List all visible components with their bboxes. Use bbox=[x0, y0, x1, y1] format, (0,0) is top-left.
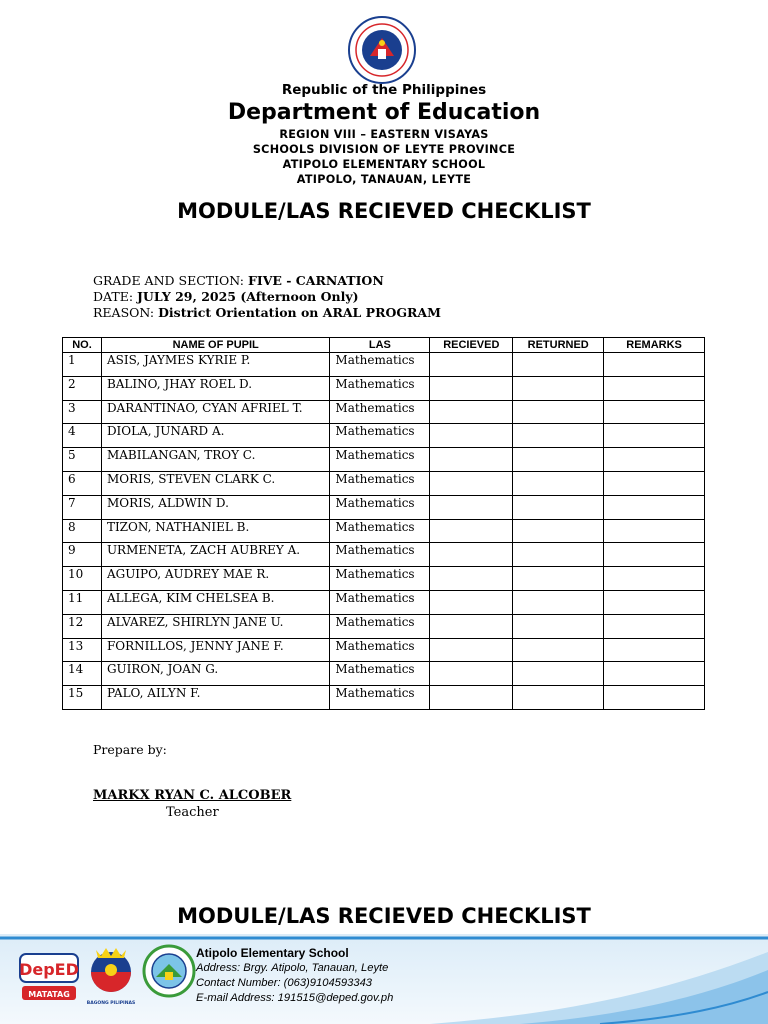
cell-received bbox=[430, 614, 513, 638]
cell-received bbox=[430, 638, 513, 662]
cell-received bbox=[430, 590, 513, 614]
cell-returned bbox=[513, 448, 604, 472]
cell-returned bbox=[513, 471, 604, 495]
cell-remarks bbox=[604, 519, 705, 543]
cell-remarks bbox=[604, 376, 705, 400]
cell-returned bbox=[513, 590, 604, 614]
cell-no: 1 bbox=[63, 353, 102, 377]
bagong-pilipinas-logo-icon bbox=[86, 942, 136, 1012]
cell-name: MORIS, STEVEN CLARK C. bbox=[101, 471, 329, 495]
cell-remarks bbox=[604, 353, 705, 377]
cell-returned bbox=[513, 400, 604, 424]
cell-no: 2 bbox=[63, 376, 102, 400]
cell-returned bbox=[513, 353, 604, 377]
cell-received bbox=[430, 353, 513, 377]
deped-matatag-logo-icon bbox=[18, 948, 80, 1010]
table-row bbox=[63, 376, 705, 400]
table-row bbox=[63, 448, 705, 472]
table-row bbox=[63, 353, 705, 377]
cell-name: TIZON, NATHANIEL B. bbox=[101, 519, 329, 543]
table-row bbox=[63, 543, 705, 567]
cell-name: FORNILLOS, JENNY JANE F. bbox=[101, 638, 329, 662]
cell-received bbox=[430, 424, 513, 448]
cell-remarks bbox=[604, 424, 705, 448]
cell-remarks bbox=[604, 567, 705, 591]
table-row bbox=[63, 519, 705, 543]
cell-las: Mathematics bbox=[330, 686, 430, 710]
grade-section-value: FIVE - CARNATION bbox=[247, 273, 384, 288]
cell-remarks bbox=[604, 400, 705, 424]
cell-las: Mathematics bbox=[330, 590, 430, 614]
cell-no: 8 bbox=[63, 519, 102, 543]
svg-text:BAGONG PILIPINAS: BAGONG PILIPINAS bbox=[86, 1001, 136, 1006]
header-returned: RETURNED bbox=[513, 338, 604, 353]
cell-las: Mathematics bbox=[330, 353, 430, 377]
cell-las: Mathematics bbox=[330, 495, 430, 519]
prepared-by-label: Prepare by: bbox=[93, 742, 167, 757]
department-heading: Department of Education bbox=[227, 100, 541, 125]
svg-text:MATATAG: MATATAG bbox=[28, 990, 70, 999]
header-las: LAS bbox=[330, 338, 430, 353]
cell-returned bbox=[513, 567, 604, 591]
cell-no: 3 bbox=[63, 400, 102, 424]
cell-returned bbox=[513, 519, 604, 543]
cell-name: BALINO, JHAY ROEL D. bbox=[101, 376, 329, 400]
cell-returned bbox=[513, 376, 604, 400]
cell-returned bbox=[513, 543, 604, 567]
cell-no: 14 bbox=[63, 662, 102, 686]
cell-remarks bbox=[604, 590, 705, 614]
table-row bbox=[63, 471, 705, 495]
cell-las: Mathematics bbox=[330, 471, 430, 495]
cell-no: 6 bbox=[63, 471, 102, 495]
cell-las: Mathematics bbox=[330, 543, 430, 567]
cell-name: MORIS, ALDWIN D. bbox=[101, 495, 329, 519]
table-header-row bbox=[63, 338, 705, 353]
table-row bbox=[63, 400, 705, 424]
cell-name: PALO, AILYN F. bbox=[101, 686, 329, 710]
header-received: RECIEVED bbox=[430, 338, 513, 353]
footer-contact: Contact Number: (063)9104593343 bbox=[196, 977, 373, 989]
cell-name: ALLEGA, KIM CHELSEA B. bbox=[101, 590, 329, 614]
cell-name: DIOLA, JUNARD A. bbox=[101, 424, 329, 448]
table-row bbox=[63, 614, 705, 638]
teacher-name: MARKX RYAN C. ALCOBER bbox=[93, 788, 292, 803]
table-row bbox=[63, 662, 705, 686]
cell-no: 11 bbox=[63, 590, 102, 614]
cell-returned bbox=[513, 495, 604, 519]
letterhead-footer bbox=[0, 934, 768, 1024]
table-row bbox=[63, 638, 705, 662]
cell-received bbox=[430, 448, 513, 472]
cell-received bbox=[430, 567, 513, 591]
cell-las: Mathematics bbox=[330, 638, 430, 662]
table-row bbox=[63, 590, 705, 614]
header-remarks: REMARKS bbox=[604, 338, 705, 353]
cell-las: Mathematics bbox=[330, 567, 430, 591]
cell-received bbox=[430, 495, 513, 519]
cell-name: AGUIPO, AUDREY MAE R. bbox=[101, 567, 329, 591]
footer-address: Address: Brgy. Atipolo, Tanauan, Leyte bbox=[196, 962, 389, 974]
cell-received bbox=[430, 400, 513, 424]
date-line: DATE: JULY 29, 2025 (Afternoon Only) bbox=[93, 289, 359, 304]
cell-no: 4 bbox=[63, 424, 102, 448]
cell-remarks bbox=[604, 471, 705, 495]
checklist-title: MODULE/LAS RECIEVED CHECKLIST bbox=[177, 199, 591, 223]
table-row bbox=[63, 686, 705, 710]
cell-name: GUIRON, JOAN G. bbox=[101, 662, 329, 686]
deped-seal-icon bbox=[348, 16, 416, 84]
address-heading: ATIPOLO, TANAUAN, LEYTE bbox=[296, 173, 472, 186]
cell-las: Mathematics bbox=[330, 614, 430, 638]
cell-remarks bbox=[604, 686, 705, 710]
cell-no: 7 bbox=[63, 495, 102, 519]
header-no: NO. bbox=[63, 338, 102, 353]
school-heading: ATIPOLO ELEMENTARY SCHOOL bbox=[282, 158, 486, 171]
cell-received bbox=[430, 471, 513, 495]
cell-returned bbox=[513, 686, 604, 710]
reason-line: REASON: District Orientation on ARAL PROGRAM bbox=[93, 305, 441, 320]
date-value: JULY 29, 2025 (Afternoon Only) bbox=[137, 289, 359, 304]
cell-name: ASIS, JAYMES KYRIE P. bbox=[101, 353, 329, 377]
republic-heading: Republic of the Philippines bbox=[281, 82, 487, 98]
cell-received bbox=[430, 662, 513, 686]
cell-remarks bbox=[604, 543, 705, 567]
cell-no: 9 bbox=[63, 543, 102, 567]
cell-las: Mathematics bbox=[330, 662, 430, 686]
cell-las: Mathematics bbox=[330, 424, 430, 448]
cell-received bbox=[430, 543, 513, 567]
division-heading: SCHOOLS DIVISION OF LEYTE PROVINCE bbox=[252, 143, 516, 156]
cell-las: Mathematics bbox=[330, 400, 430, 424]
cell-remarks bbox=[604, 662, 705, 686]
cell-name: URMENETA, ZACH AUBREY A. bbox=[101, 543, 329, 567]
cell-las: Mathematics bbox=[330, 376, 430, 400]
cell-remarks bbox=[604, 614, 705, 638]
cell-returned bbox=[513, 424, 604, 448]
checklist-table bbox=[62, 337, 705, 710]
cell-name: ALVAREZ, SHIRLYN JANE U. bbox=[101, 614, 329, 638]
checklist-title-repeat: MODULE/LAS RECIEVED CHECKLIST bbox=[177, 904, 591, 928]
table-row bbox=[63, 424, 705, 448]
cell-remarks bbox=[604, 448, 705, 472]
teacher-role: Teacher bbox=[166, 805, 219, 820]
header-name: NAME OF PUPIL bbox=[101, 338, 329, 353]
region-heading: REGION VIII – EASTERN VISAYAS bbox=[279, 128, 489, 141]
footer-school-name: Atipolo Elementary School bbox=[196, 946, 349, 960]
table-row bbox=[63, 567, 705, 591]
checklist-info bbox=[93, 273, 441, 321]
cell-las: Mathematics bbox=[330, 519, 430, 543]
cell-no: 12 bbox=[63, 614, 102, 638]
cell-remarks bbox=[604, 638, 705, 662]
cell-remarks bbox=[604, 495, 705, 519]
footer-email: E-mail Address: 191515@deped.gov.ph bbox=[196, 992, 394, 1004]
school-seal-icon bbox=[142, 944, 196, 998]
cell-received bbox=[430, 376, 513, 400]
cell-received bbox=[430, 686, 513, 710]
cell-returned bbox=[513, 614, 604, 638]
cell-no: 10 bbox=[63, 567, 102, 591]
cell-no: 15 bbox=[63, 686, 102, 710]
cell-no: 13 bbox=[63, 638, 102, 662]
cell-name: DARANTINAO, CYAN AFRIEL T. bbox=[101, 400, 329, 424]
cell-received bbox=[430, 519, 513, 543]
cell-las: Mathematics bbox=[330, 448, 430, 472]
table-row bbox=[63, 495, 705, 519]
reason-value: District Orientation on ARAL PROGRAM bbox=[158, 305, 441, 320]
cell-name: MABILANGAN, TROY C. bbox=[101, 448, 329, 472]
cell-returned bbox=[513, 662, 604, 686]
footer-contact-block bbox=[196, 946, 393, 1006]
cell-returned bbox=[513, 638, 604, 662]
grade-section-line: GRADE AND SECTION: FIVE - CARNATION bbox=[93, 273, 384, 288]
cell-no: 5 bbox=[63, 448, 102, 472]
svg-text:DepED: DepED bbox=[19, 960, 79, 979]
